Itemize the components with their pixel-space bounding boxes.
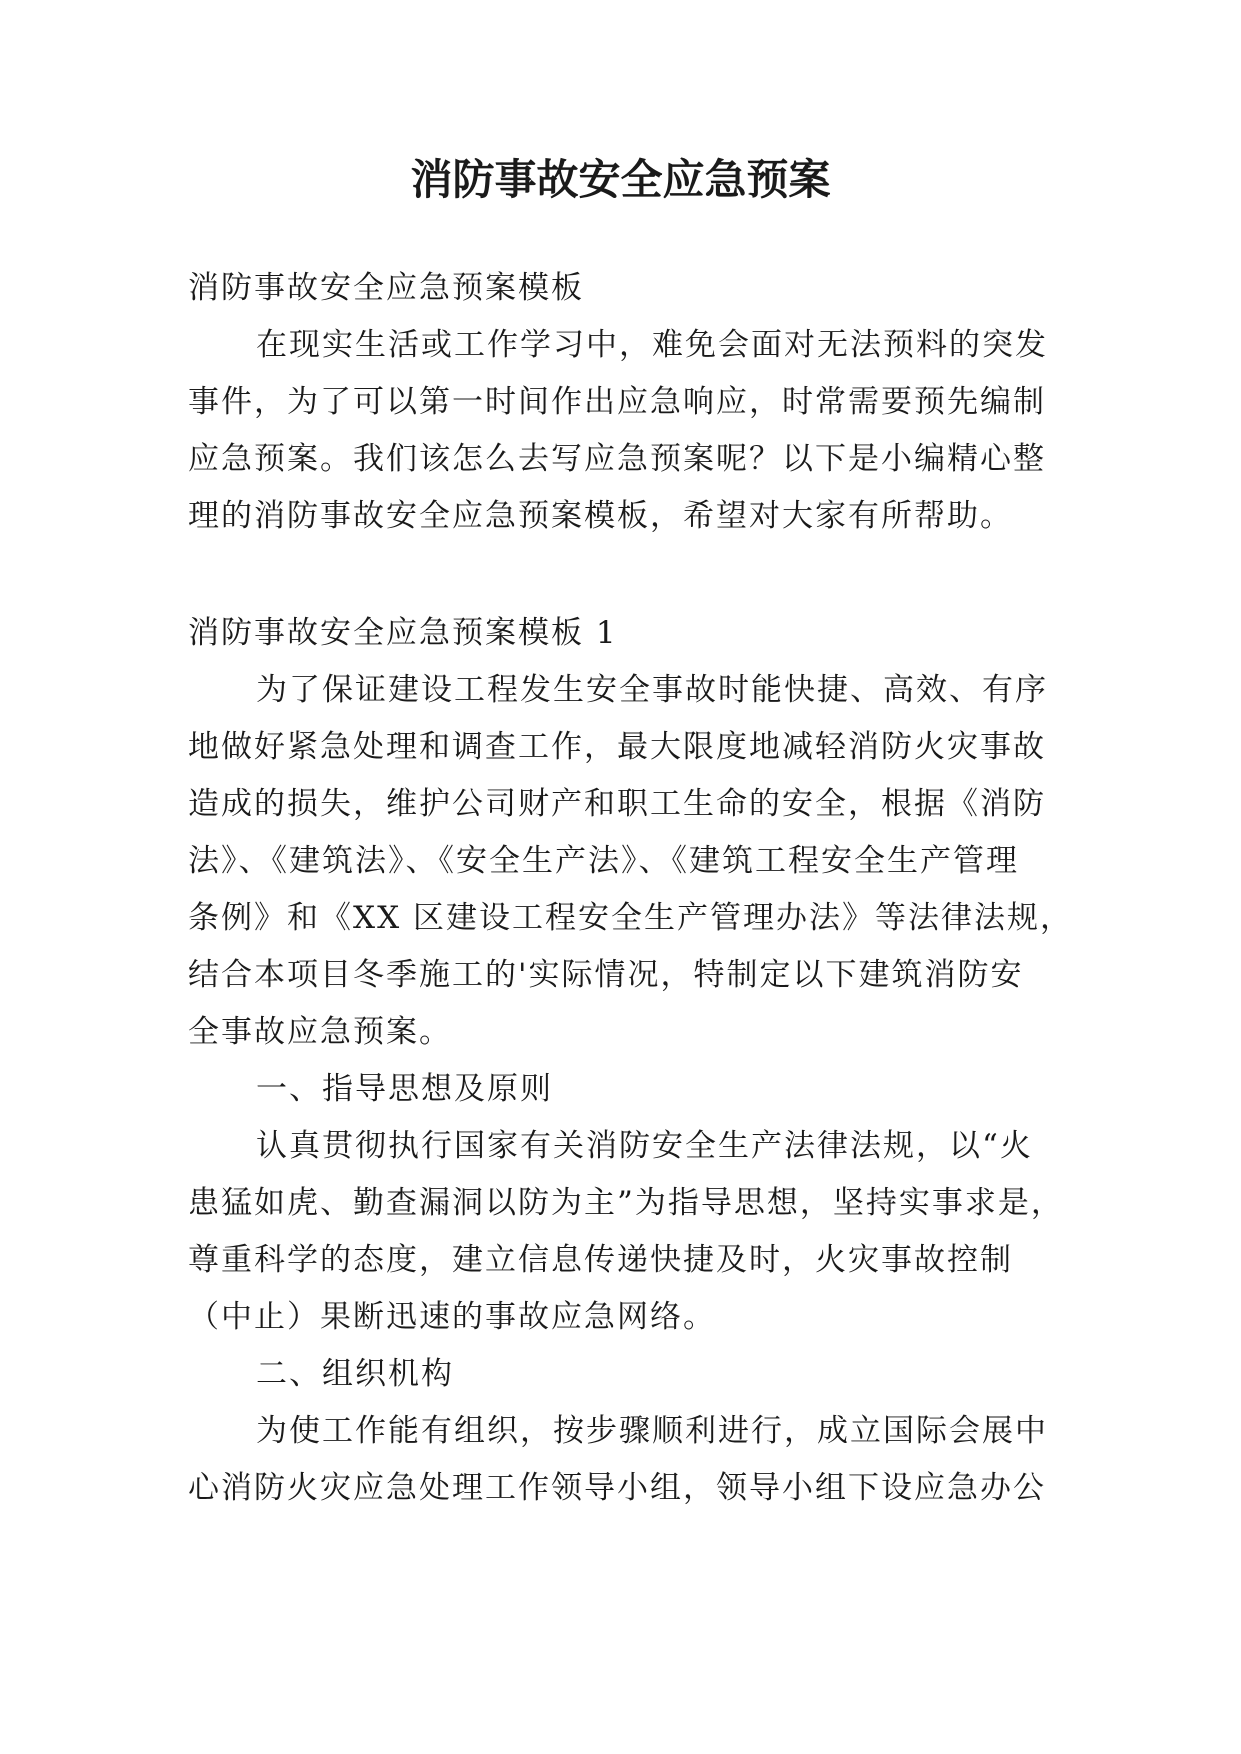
- paragraph-line: 法》、《建筑法》、《安全生产法》、《建筑工程安全生产管理: [188, 843, 1019, 879]
- paragraph-line: 结合本项目冬季施工的'实际情况，特制定以下建筑消防安: [188, 957, 1024, 993]
- paragraph-line: 在现实生活或工作学习中，难免会面对无法预料的突发: [256, 327, 1048, 363]
- subsection-heading: 一、指导思想及原则: [256, 1071, 553, 1107]
- section-heading: 消防事故安全应急预案模板 1: [188, 615, 618, 651]
- paragraph-line: 患猛如虎、勤查漏洞以防为主”为指导思想，坚持实事求是，: [188, 1185, 1064, 1221]
- paragraph-line: 理的消防事故安全应急预案模板，希望对大家有所帮助。: [188, 498, 1013, 534]
- paragraph-line: 地做好紧急处理和调查工作，最大限度地减轻消防火灾事故: [188, 729, 1046, 765]
- section-heading: 消防事故安全应急预案模板: [188, 270, 584, 306]
- paragraph-line: 事件，为了可以第一时间作出应急响应，时常需要预先编制: [188, 384, 1046, 420]
- paragraph-line: 造成的损失，维护公司财产和职工生命的安全，根据《消防: [188, 786, 1046, 822]
- paragraph-line: 应急预案。我们该怎么去写应急预案呢？以下是小编精心整: [188, 441, 1046, 477]
- paragraph-line: 为了保证建设工程发生安全事故时能快捷、高效、有序: [256, 672, 1048, 708]
- paragraph-line: （中止）果断迅速的事故应急网络。: [188, 1299, 716, 1335]
- paragraph-line: 为使工作能有组织，按步骤顺利进行，成立国际会展中: [256, 1413, 1048, 1449]
- paragraph-line: 尊重科学的态度，建立信息传递快捷及时，火灾事故控制: [188, 1242, 1013, 1278]
- subsection-heading: 二、组织机构: [256, 1356, 454, 1392]
- paragraph-line: 心消防火灾应急处理工作领导小组，领导小组下设应急办公: [188, 1470, 1046, 1506]
- paragraph-line: 条例》和《XX 区建设工程安全生产管理办法》等法律法规，: [188, 900, 1073, 936]
- document-title: 消防事故安全应急预案: [410, 155, 831, 204]
- paragraph-line: 全事故应急预案。: [188, 1014, 452, 1050]
- paragraph-line: 认真贯彻执行国家有关消防安全生产法律法规，以“火: [256, 1128, 1033, 1164]
